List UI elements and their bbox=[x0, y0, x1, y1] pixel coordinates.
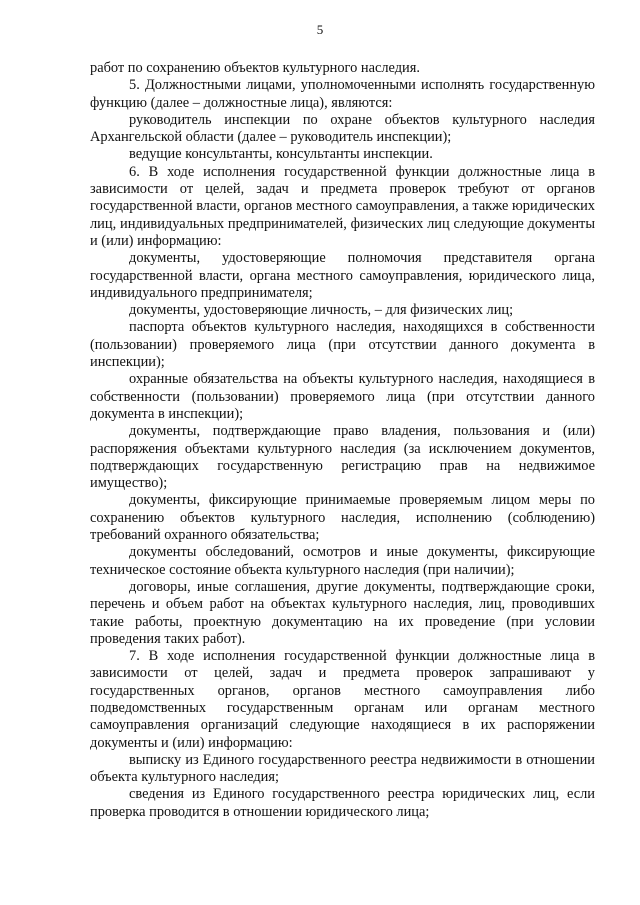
paragraph: выписку из Единого государственного реестра недвижимости в отношении объекта культурного наследия; bbox=[90, 751, 595, 786]
paragraph: документы обследований, осмотров и иные документы, фиксирующие техническое состояние объекта культурного наследия (при наличии); bbox=[90, 544, 595, 578]
paragraph: руководитель инспекции по охране объектов культурного наследия Архангельской области (далее – руководитель инспекции); bbox=[90, 111, 595, 146]
paragraph: ведущие консультанты, консультанты инспекции. bbox=[129, 146, 433, 163]
paragraph: договоры, иные соглашения, другие документы, подтверждающие сроки, перечень и объем работ на объектах культурного наследия, лиц, проводивших такие работы, проектную документацию на их проведение (при условии проведения таких работ). bbox=[90, 578, 595, 647]
page-number: 5 bbox=[316, 22, 324, 37]
paragraph: документы, фиксирующие принимаемые проверяемым лицом меры по сохранению объектов культурного наследия, исполнению (соблюдению) требований охранного обязательства; bbox=[90, 492, 595, 544]
paragraph: 6. В ходе исполнения государственной функции должностные лица в зависимости от целей, задач и предмета проверок требуют от органов государственной власти, органов местного самоуправления, а также юридических лиц, индивидуальных предпринимателей, физических лиц следующие документы и (или) информацию: bbox=[90, 163, 595, 249]
paragraph: 5. Должностными лицами, уполномоченными исполнять государственную функцию (далее – должностные лица), являются: bbox=[90, 77, 595, 111]
paragraph: документы, удостоверяющие личность, – для физических лиц; bbox=[129, 302, 514, 319]
paragraph: 7. В ходе исполнения государственной функции должностные лица в зависимости от целей, задач и предмета проверок запрашивают у государственных органов, органов местного самоуправления либо подведомственных государственным органам или органам местного самоуправления организаций следующие находящиеся в их распоряжении документы и (или) информацию: bbox=[90, 648, 595, 751]
paragraph: охранные обязательства на объекты культурного наследия, находящиеся в собственности (пользовании) проверяемого лица (при отсутствии данного документа в инспекции); bbox=[90, 371, 595, 422]
paragraph: документы, подтверждающие право владения, пользования и (или) распоряжения объектами культурного наследия (за исключением документов, подтверждающих государственную регистрацию прав на недвижимое имущество); bbox=[90, 423, 595, 492]
paragraph: работ по сохранению объектов культурного наследия. bbox=[90, 60, 420, 76]
paragraph: паспорта объектов культурного наследия, находящихся в собственности (пользовании) проверяемого лица (при отсутствии данного документа в инспекции); bbox=[90, 319, 595, 371]
paragraph: документы, удостоверяющие полномочия представителя органа государственной власти, органа местного самоуправления, юридического лица, индивидуального предпринимателя; bbox=[90, 250, 595, 301]
document-body bbox=[90, 60, 595, 821]
paragraph: сведения из Единого государственного реестра юридических лиц, если проверка проводится в отношении юридического лица; bbox=[90, 786, 595, 820]
